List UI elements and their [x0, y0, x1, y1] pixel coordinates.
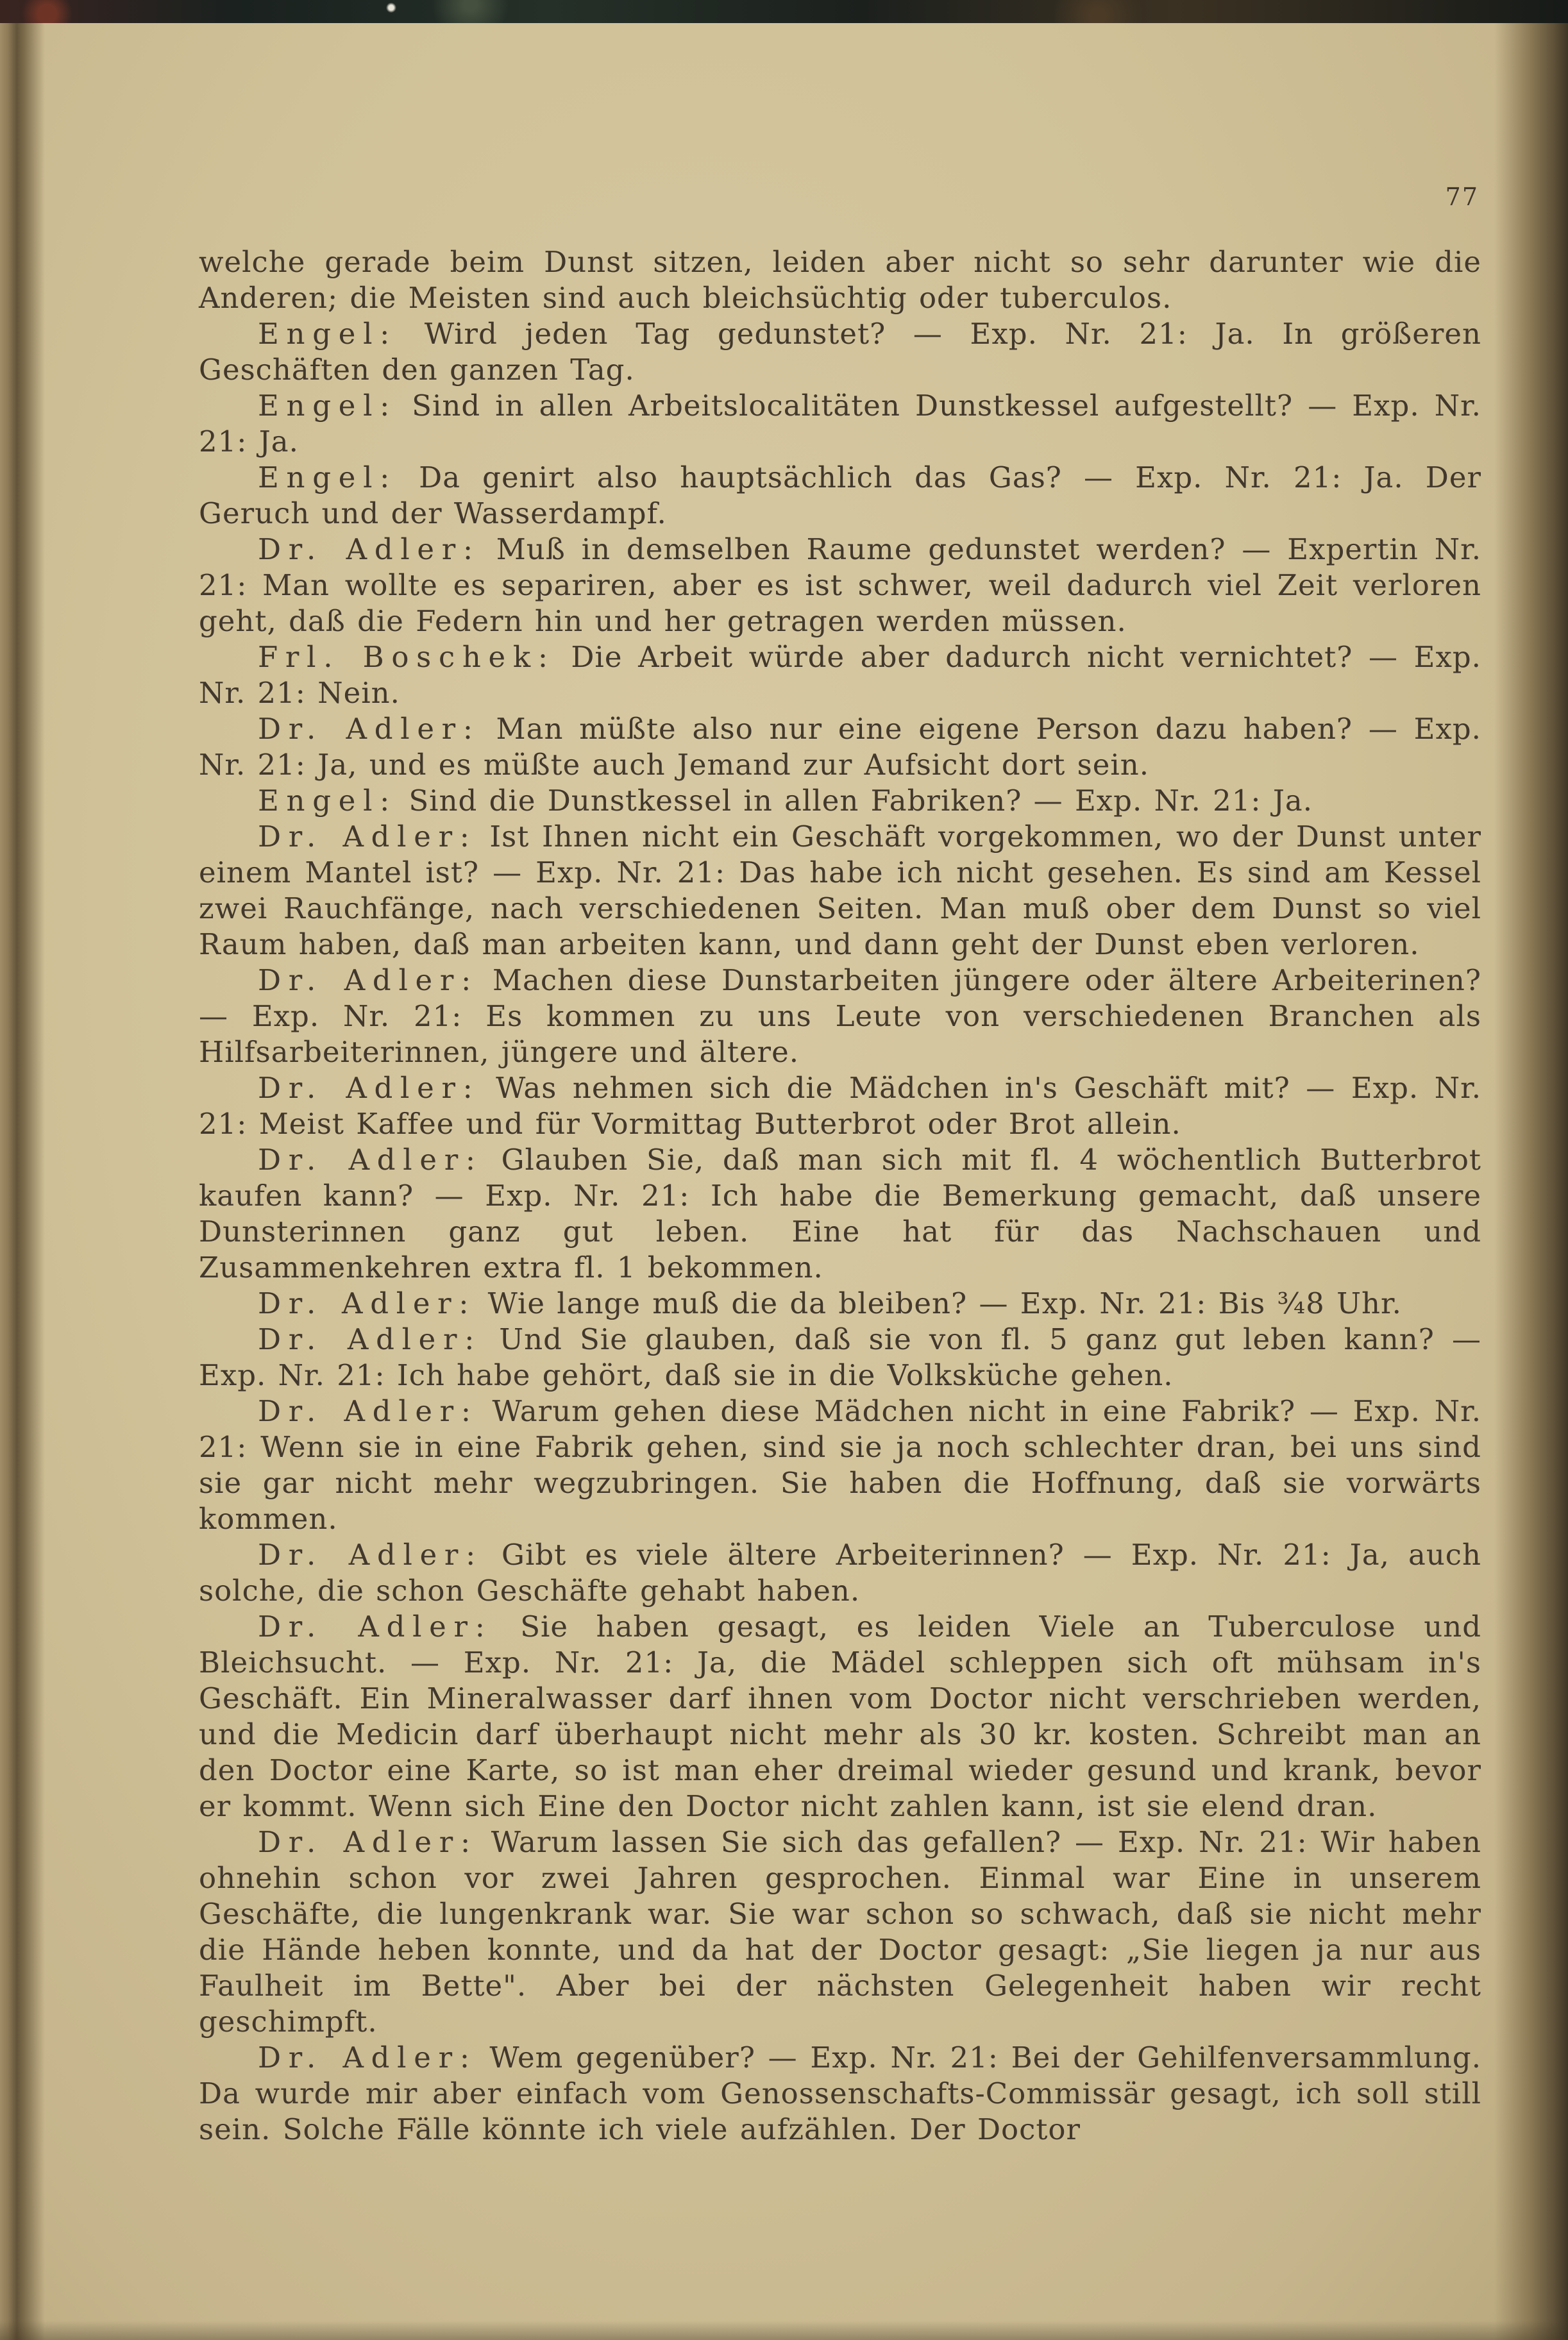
speaker-name: Dr. Adler:: [258, 2041, 477, 2075]
paragraph: [199, 1609, 1481, 1824]
speech-text: Was nehmen sich die Mädchen in's Geschäft mit? — Exp. Nr. 21: Meist Kaffee und für Vormittag Butterbrot oder Brot allein.: [199, 1071, 1481, 1141]
speaker-name: Dr. Adler:: [258, 1322, 482, 1356]
speech-text: Ist Ihnen nicht ein Geschäft vorgekommen, wo der Dunst unter einem Mantel ist? — Exp. Nr. 21: Das habe ich nicht gesehen. Es sind am Kessel zwei Rauchfänge, nach verschiedenen Seiten. Man muß ober dem Dunst so viel Raum haben, daß man arbeiten kann, und dann geht der Dunst eben verloren.: [199, 820, 1481, 961]
speaker-name: Dr. Adler:: [258, 532, 480, 566]
bottom-page-edge: [0, 2321, 1568, 2340]
speaker-name: Engel:: [258, 389, 398, 423]
page-number: 77: [1445, 183, 1479, 211]
speech-text: Wird jeden Tag gedunstet? — Exp. Nr. 21: Ja. In größeren Geschäften den ganzen Tag.: [199, 317, 1481, 387]
speech-text: Warum lassen Sie sich das gefallen? — Exp. Nr. 21: Wir haben ohnehin schon vor zwei Jahren gesprochen. Einmal war Eine in unserem Geschäfte, die lungenkrank war. Sie war schon so schwach, daß sie nicht mehr die Hände heben konnte, und da hat der Doctor gesagt: „Sie liegen ja nur aus Faulheit im Bette". Aber bei der nächsten Gelegenheit haben wir recht geschimpft.: [199, 1825, 1481, 2039]
paragraph: [199, 1322, 1481, 1393]
paragraph: [199, 819, 1481, 963]
speaker-name: Dr. Adler:: [258, 1286, 476, 1320]
speech-text: welche gerade beim Dunst sitzen, leiden aber nicht so sehr darunter wie die Anderen; die Meisten sind auch bleichsüchtig oder tuberculos.: [199, 245, 1481, 315]
speech-text: Sind die Dunstkessel in allen Fabriken? — Exp. Nr. 21: Ja.: [409, 784, 1313, 818]
paragraph: [199, 1393, 1481, 1537]
paragraph: [199, 1070, 1481, 1142]
paragraph: [199, 1142, 1481, 1286]
paragraph: [199, 963, 1481, 1070]
top-cover-edge: [0, 0, 1568, 23]
speech-text: Die Arbeit würde aber dadurch nicht vernichtet? — Exp. Nr. 21: Nein.: [199, 640, 1481, 710]
paragraph: [199, 460, 1481, 532]
paragraph: [199, 783, 1481, 819]
speech-text: Glauben Sie, daß man sich mit fl. 4 wöchentlich Butterbrot kaufen kann? — Exp. Nr. 21: Ich habe die Bemerkung gemacht, daß unsere Dunsterinnen ganz gut leben. Eine hat für das Nachschauen und Zusammenkehren extra fl. 1 bekommen.: [199, 1143, 1481, 1284]
paragraph: [199, 316, 1481, 388]
speaker-name: Dr. Adler:: [258, 1610, 493, 1644]
speaker-name: Dr. Adler:: [258, 1143, 483, 1177]
speech-text: Und Sie glauben, daß sie von fl. 5 ganz gut leben kann? — Exp. Nr. 21: Ich habe gehört, daß sie in die Volksküche gehen.: [199, 1322, 1481, 1392]
speech-text: Machen diese Dunstarbeiten jüngere oder ältere Arbeiterinen? — Exp. Nr. 21: Es kommen zu uns Leute von verschiedenen Branchen als Hilfsarbeiterinnen, jüngere und ältere.: [199, 963, 1481, 1069]
speaker-name: Frl. Boschek:: [258, 640, 555, 674]
page-body: [199, 183, 1481, 2148]
speech-text: Man müßte also nur eine eigene Person dazu haben? — Exp. Nr. 21: Ja, und es müßte auch Jemand zur Aufsicht dort sein.: [199, 712, 1481, 782]
speech-text: Gibt es viele ältere Arbeiterinnen? — Exp. Nr. 21: Ja, auch solche, die schon Geschäfte gehabt haben.: [199, 1538, 1481, 1608]
speaker-name: Dr. Adler:: [258, 820, 477, 854]
speech-text: Sie haben gesagt, es leiden Viele an Tuberculose und Bleichsucht. — Exp. Nr. 21: Ja, die Mädel schleppen sich oft mühsam in's Geschäft. Ein Mineralwasser darf ihnen vom Doctor nicht verschrieben werden, und die Medicin darf überhaupt nicht mehr als 30 kr. kosten. Schreibt man an den Doctor eine Karte, so ist man eher dreimal wieder gesund und krank, bevor er kommt. Wenn sich Eine den Doctor nicht zahlen kann, ist sie elend dran.: [199, 1610, 1481, 1823]
speech-text: Warum gehen diese Mädchen nicht in eine Fabrik? — Exp. Nr. 21: Wenn sie in eine Fabrik gehen, sind sie ja noch schlechter dran, bei uns sind sie gar nicht mehr wegzubringen. Sie haben die Hoffnung, daß sie vorwärts kommen.: [199, 1394, 1481, 1536]
right-page-edge: [1494, 23, 1568, 2340]
speech-text: Wie lange muß die da bleiben? — Exp. Nr. 21: Bis ¾8 Uhr.: [487, 1286, 1402, 1320]
speech-text: Da genirt also hauptsächlich das Gas? — Exp. Nr. 21: Ja. Der Geruch und der Wasserdampf.: [199, 460, 1481, 530]
paragraph: [199, 244, 1481, 316]
speech-text: Muß in demselben Raume gedunstet werden? — Expertin Nr. 21: Man wollte es separiren, aber es ist schwer, weil dadurch viel Zeit verloren geht, daß die Federn hin und her getragen werden müssen.: [199, 532, 1481, 638]
speaker-name: Dr. Adler:: [258, 1538, 483, 1572]
paragraph: [199, 2040, 1481, 2148]
speaker-name: Engel:: [258, 784, 398, 818]
speech-text: Sind in allen Arbeitslocalitäten Dunstkessel aufgestellt? — Exp. Nr. 21: Ja.: [199, 389, 1481, 459]
paragraph: [199, 1824, 1481, 2040]
paragraph: [199, 639, 1481, 711]
speaker-name: Engel:: [258, 460, 398, 494]
paragraph: [199, 1537, 1481, 1609]
speech-text: Wem gegenüber? — Exp. Nr. 21: Bei der Gehilfenversammlung. Da wurde mir aber einfach vom Genossenschafts-Commissär gesagt, ich soll still sein. Solche Fälle könnte ich viele aufzählen. Der Doctor: [199, 2041, 1481, 2146]
speaker-name: Dr. Adler:: [258, 712, 480, 746]
speaker-name: Dr. Adler:: [258, 1394, 478, 1428]
paragraph: [199, 388, 1481, 460]
speaker-name: Dr. Adler:: [258, 1825, 478, 1859]
left-binding-shadow: [0, 23, 45, 2340]
speaker-name: Dr. Adler:: [258, 1071, 480, 1105]
paragraph: [199, 532, 1481, 639]
page-text: [199, 244, 1481, 2148]
paragraph: [199, 711, 1481, 783]
speaker-name: Dr. Adler:: [258, 963, 478, 997]
paragraph: [199, 1286, 1481, 1322]
speaker-name: Engel:: [258, 317, 398, 351]
